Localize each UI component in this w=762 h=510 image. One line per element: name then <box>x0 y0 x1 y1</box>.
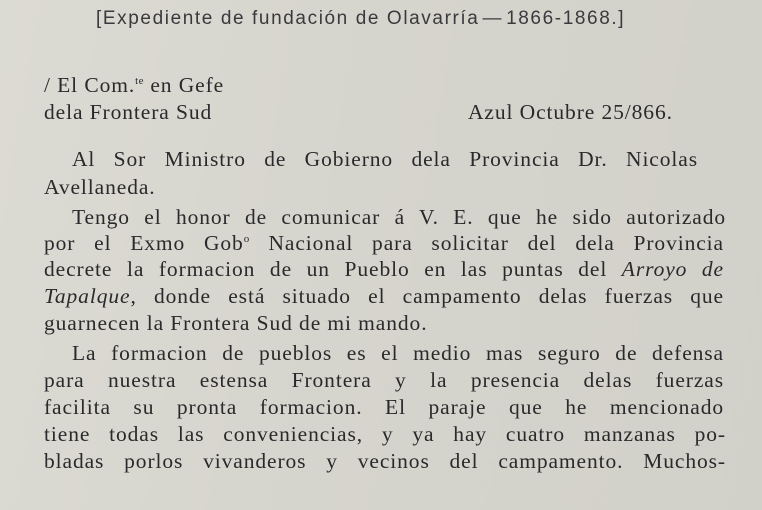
sender-line-1: / El Com.$^{te}$ en Gefe <box>44 73 225 97</box>
p2-line-4: tiene todas las conveniencias, y ya hay cuatro manzanas po- <box>44 422 726 446</box>
p1-line-5: guarnecen la Frontera Sud de mi mando. <box>44 311 428 335</box>
header-years: 1866-1868.] <box>506 8 626 29</box>
p1-line-2: por el Exmo Gob$^o$ Nacional para solicitar del dela Provincia <box>44 231 725 255</box>
p2-line-2: para nuestra estensa Frontera y la presencia delas fuerzas <box>44 368 724 392</box>
salutation-line-1: Al Sor Ministro de Gobierno dela Provincia Dr. Nicolas <box>72 147 698 171</box>
p2-line-5: bladas porlos vivanderos y vecinos del campamento. Muchos- <box>44 449 726 473</box>
document-header <box>96 8 625 30</box>
p2-line-3: facilita su pronta formacion. El paraje que he mencionado <box>44 395 724 419</box>
p2-line-1: La formacion de pueblos es el medio mas seguro de defensa <box>72 341 724 365</box>
place-date: Azul Octubre 25/866. <box>468 100 673 124</box>
header-title: [Expediente de fundación de Olavarría <box>96 8 480 29</box>
header-dash: — <box>482 8 504 29</box>
p1-line-1: Tengo el honor de comunicar á V. E. que he sido autorizado <box>72 205 726 229</box>
sender-line-2: dela Frontera Sud <box>44 100 213 124</box>
p1-line-4: Tapalque, donde está situado el campamento delas fuerzas que <box>44 284 724 308</box>
p1-line-3: decrete la formacion de un Pueblo en las puntas del Arroyo de <box>44 257 724 281</box>
salutation-line-2: Avellaneda. <box>44 175 156 199</box>
